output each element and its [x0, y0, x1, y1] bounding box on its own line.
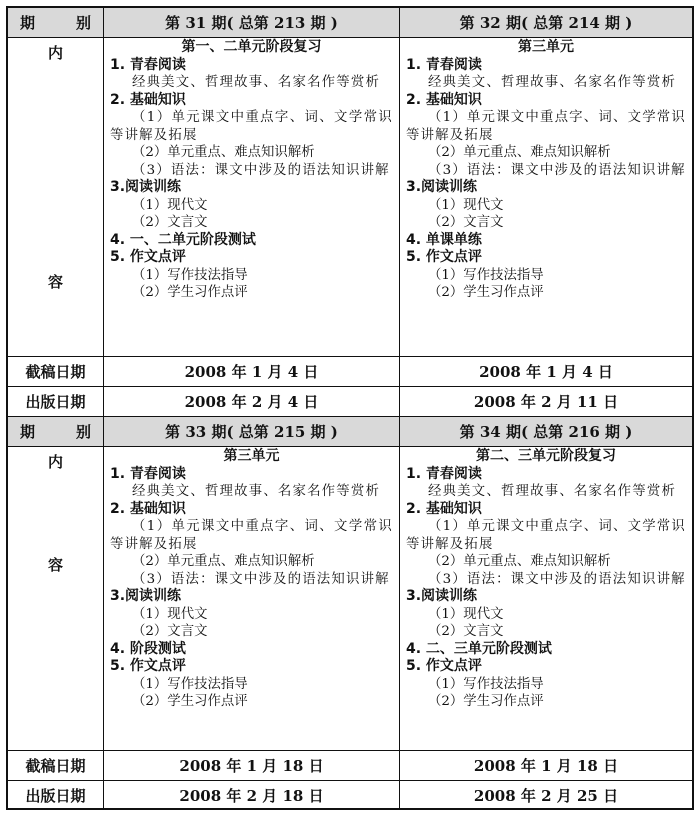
- section-item: （3）语法：课文中涉及的语法知识讲解: [428, 571, 686, 587]
- content-label-cell: [8, 447, 104, 750]
- section-item: （2）文言文: [428, 215, 504, 230]
- deadline-label: 截稿日期: [8, 751, 104, 780]
- publish-date: 2008 年 2 月 18 日: [104, 781, 400, 810]
- deadline-date: 2008 年 1 月 18 日: [104, 751, 400, 780]
- section-item: （1）写作技法指导: [132, 676, 248, 692]
- section-item: （1）写作技法指导: [428, 267, 544, 283]
- section-item: （1）单元课文中重点字、词、文学常识等讲解及拓展: [406, 519, 686, 552]
- section-item: （2）单元重点、难点知识解析: [132, 554, 315, 569]
- section-item: 经典美文、哲理故事、名家名作等赏析: [428, 484, 677, 499]
- section-item: （2）文言文: [428, 624, 504, 639]
- issue-header: 第 32 期( 总第 214 期 ): [459, 14, 633, 32]
- content-title: 第一、二单元阶段复习: [181, 39, 322, 55]
- content-label-char: 容: [47, 273, 63, 291]
- content-label-char: 内: [47, 44, 63, 62]
- section-item: （1）单元课文中重点字、词、文学常识等讲解及拓展: [406, 110, 686, 143]
- issue-header: 第 34 期( 总第 216 期 ): [459, 423, 633, 441]
- section-heading: 5. 作文点评: [110, 249, 186, 265]
- publish-row-2: [8, 781, 692, 810]
- section-heading: 3.阅读训练: [110, 588, 182, 604]
- issue-header: 第 31 期( 总第 213 期 ): [104, 8, 400, 37]
- section-item: （2）学生习作点评: [428, 694, 544, 709]
- section-heading: 5. 作文点评: [406, 249, 482, 265]
- schedule-table: [6, 6, 694, 810]
- section-heading: 4. 阶段测试: [110, 640, 186, 657]
- deadline-date: 2008 年 1 月 18 日: [473, 757, 619, 775]
- content-label-char: 容: [47, 556, 63, 574]
- section-item: 经典美文、哲理故事、名家名作等赏析: [132, 484, 381, 499]
- issue-content: [104, 38, 400, 356]
- section-item: （1）现代文: [428, 197, 504, 213]
- section-heading: 1. 青春阅读: [406, 465, 482, 482]
- content-row-2: [8, 447, 692, 751]
- publish-label: 出版日期: [8, 781, 104, 810]
- section-item: （2）单元重点、难点知识解析: [428, 554, 611, 569]
- section-heading: 2. 基础知识: [406, 91, 482, 108]
- content-label-cell: [8, 38, 104, 356]
- period-label-char: 别: [75, 14, 91, 32]
- section-heading: 4. 一、二单元阶段测试: [110, 231, 256, 248]
- section-item: 经典美文、哲理故事、名家名作等赏析: [428, 75, 677, 90]
- period-label-char: 别: [75, 423, 91, 441]
- issue-content: [400, 447, 692, 750]
- section-item: （1）现代文: [132, 197, 208, 213]
- section-item: （1）写作技法指导: [132, 267, 248, 283]
- section-heading: 4. 单课单练: [406, 231, 482, 248]
- content-title: 第三单元: [223, 448, 280, 464]
- section-item: （2）文言文: [132, 624, 208, 639]
- section-item: （2）文言文: [132, 215, 208, 230]
- publish-row-1: [8, 387, 692, 417]
- header-row-2: [8, 417, 692, 447]
- section-heading: 2. 基础知识: [406, 500, 482, 517]
- period-label-char: 期: [20, 423, 36, 441]
- deadline-date: 2008 年 1 月 4 日: [479, 363, 613, 381]
- publish-date: 2008 年 2 月 25 日: [473, 787, 619, 805]
- period-label-char: 期: [20, 14, 36, 32]
- section-item: （2）单元重点、难点知识解析: [132, 145, 315, 160]
- content-label-char: 内: [47, 453, 63, 471]
- publish-label: 出版日期: [8, 387, 104, 416]
- issue-content: [104, 447, 400, 750]
- section-item: （1）单元课文中重点字、词、文学常识等讲解及拓展: [110, 519, 393, 552]
- section-heading: 5. 作文点评: [406, 658, 482, 674]
- section-heading: 3.阅读训练: [110, 179, 182, 195]
- section-heading: 3.阅读训练: [406, 588, 478, 604]
- section-item: （2）学生习作点评: [132, 694, 248, 709]
- section-heading: 5. 作文点评: [110, 658, 186, 674]
- section-heading: 2. 基础知识: [110, 91, 186, 108]
- section-item: （2）学生习作点评: [132, 285, 248, 300]
- section-heading: 4. 二、三单元阶段测试: [406, 640, 552, 657]
- section-item: （3）语法：课文中涉及的语法知识讲解: [428, 162, 686, 178]
- section-item: （1）现代文: [132, 606, 208, 622]
- content-title: 第三单元: [518, 39, 574, 55]
- section-item: （3）语法：课文中涉及的语法知识讲解: [132, 162, 390, 178]
- section-item: （1）单元课文中重点字、词、文学常识等讲解及拓展: [110, 110, 393, 143]
- header-row-1: [8, 8, 692, 38]
- section-item: （1）写作技法指导: [428, 676, 544, 692]
- section-item: （2）学生习作点评: [428, 285, 544, 300]
- section-item: （2）单元重点、难点知识解析: [428, 145, 611, 160]
- issue-header: 第 33 期( 总第 215 期 ): [104, 417, 400, 446]
- section-heading: 3.阅读训练: [406, 179, 478, 195]
- deadline-label: 截稿日期: [8, 357, 104, 386]
- publish-date: 2008 年 2 月 11 日: [473, 393, 619, 411]
- section-heading: 1. 青春阅读: [110, 56, 186, 73]
- section-heading: 1. 青春阅读: [406, 56, 482, 73]
- issue-content: [400, 38, 692, 356]
- content-title: 第二、三单元阶段复习: [476, 448, 616, 464]
- section-item: （3）语法：课文中涉及的语法知识讲解: [132, 571, 390, 587]
- section-heading: 2. 基础知识: [110, 500, 186, 517]
- section-heading: 1. 青春阅读: [110, 465, 186, 482]
- section-item: （1）现代文: [428, 606, 504, 622]
- content-row-1: [8, 38, 692, 357]
- deadline-row-1: [8, 357, 692, 387]
- section-item: 经典美文、哲理故事、名家名作等赏析: [132, 75, 381, 90]
- deadline-row-2: [8, 751, 692, 781]
- period-label-cell: [8, 8, 104, 37]
- period-label-cell: [8, 417, 104, 446]
- publish-date: 2008 年 2 月 4 日: [104, 387, 400, 416]
- deadline-date: 2008 年 1 月 4 日: [104, 357, 400, 386]
